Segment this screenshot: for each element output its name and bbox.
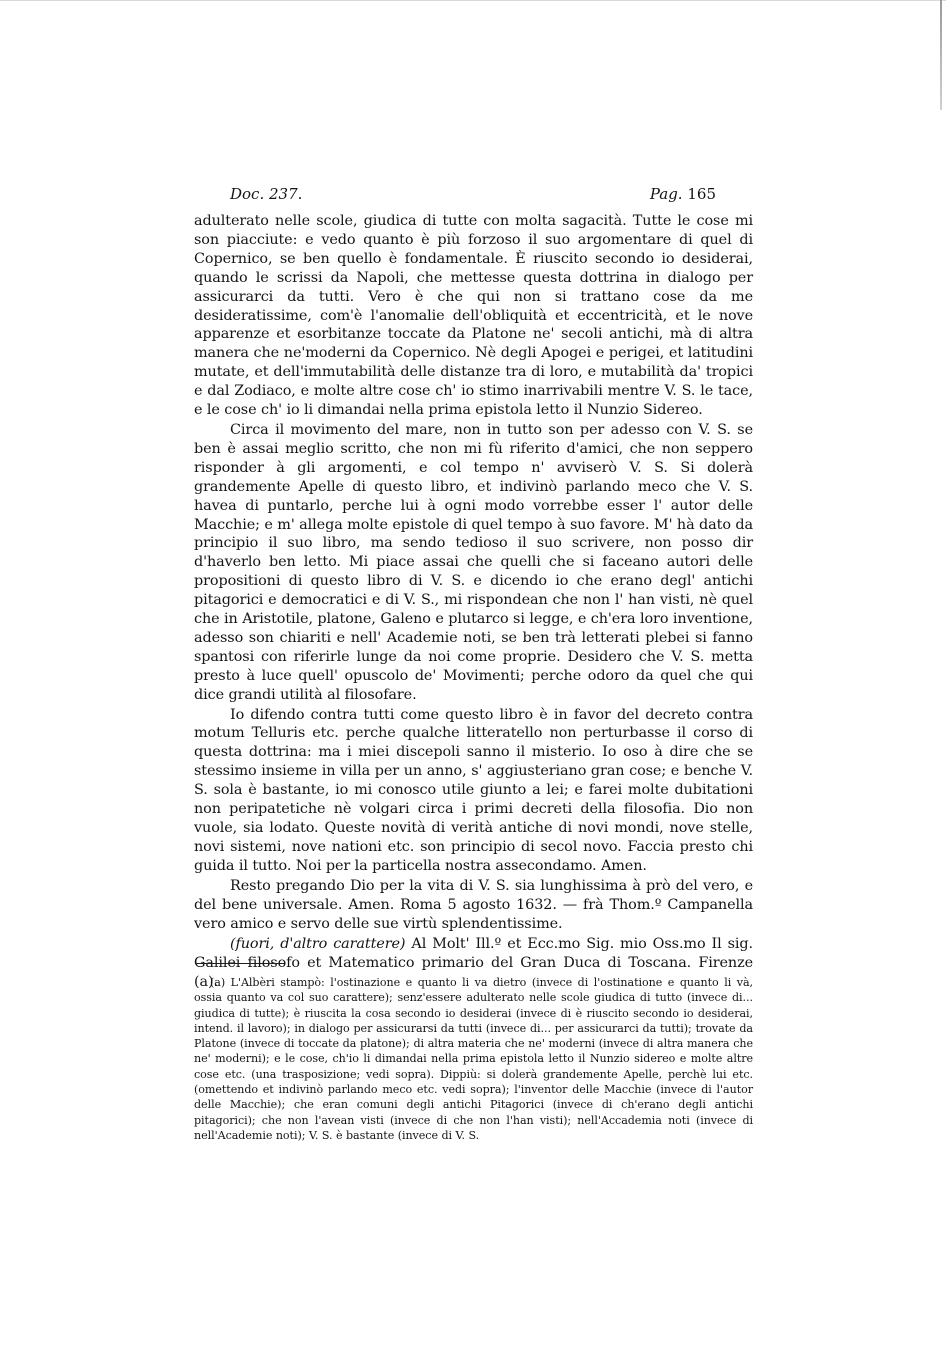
scan-edge-right: [940, 0, 942, 110]
page-number: 165: [687, 185, 716, 203]
paragraph-3: Io difendo contra tutti come questo libro è in favor del decreto contra motum Telluris etc. perche qualche litteratello non perturbasse il corso di questa dottrina: ma i miei discepoli sanno il misterio. Io oso à dire che se stessimo insieme in villa per un anno, s' aggiusteriano gran cose; e benche V. S. sola è bastante, io mi conosco utile giunto a lei; e farei molte dubitationi non peripatetiche nè volgari circa i primi decreti della filosofia. Dio non vuole, sia lodato. Queste novità di verità antiche di novi mondi, nove stelle, novi sistemi, nove nationi etc. son principio di secol novo. Faccia presto chi guida il tutto. Noi per la particella nostra assecondamo. Amen.: [194, 706, 753, 874]
page-label: [650, 185, 716, 203]
address-note: (fuori, d'altro carattere): [230, 936, 406, 953]
paragraph-4-closing: Resto pregando Dio per la vita di V. S. sia lunghissima à prò del vero, e del bene universale. Amen. Roma 5 agosto 1632. — frà Thom.º Campanella vero amico e servo delle sue virtù splendentissime.: [194, 877, 753, 932]
document-number: Doc. 237.: [230, 185, 303, 203]
paragraph-1: adulterato nelle scole, giudica di tutte con molta sagacità. Tutte le cose mi son piacciute: e vedo quanto è più forzoso il suo argomentare di quel di Copernico, se ben quello è fondamentale. È riuscito secondo io desiderai, quando le scrissi da Napoli, che mettesse questa dottrina in dialogo per assicurarci da tutti. Vero è che qui non si trattano cose da me desideratissime, com'è l'anomalie dell'obliquità et eccentricità, et le nove apparenze et esorbitanze toccate da Platone ne' secoli antichi, mà di altra manera che ne'moderni da Copernico. Nè degli Apogei e perigei, et latitudini mutate, et dell'immutabilità delle distanze tra di loro, e mutabilità da' tropici e dal Zodiaco, e molte altre cose ch' io stimo inarrivabili mentre V. S. le tace, e le cose ch' io li dimandai nella prima epistola letto il Nunzio Sidereo.: [194, 213, 753, 419]
paragraph-2: Circa il movimento del mare, non in tutto son per adesso con V. S. se ben è assai meglio scritto, che non mi fù riferito d'amici, che non seppero risponder à gli argomenti, e col tempo n' avviserò V. S. Si dolerà grandemente Apelle di questo libro, et indivinò parlando meco che V. S. havea di puntarlo, perche lui à ogni modo vorrebbe esser l' autor delle Macchie; e m' allega molte epistole di quel tempo à suo favore. M' hà dato da principio il suo libro, ma sendo tedioso il suo scrivere, non posso dir d'haverlo ben letto. Mi piace assai che quelli che si faceano autori delle propositioni di questo libro di V. S. e dicendo io che erano degl' antichi pitagorici e democratici e di V. S., mi rispondean che non l' han visti, nè quel che in Aristotile, platone, Galeno e plutarco si legge, e ch'era loro inventione, adesso son chiariti e nell' Academie noti, se ben trà letterati plebei si fanno spantosi con riferirle lunge da noi come proprie. Desidero che V. S. metta presto à luce quell' opuscolo de' Movimenti; perche odoro da quel che qui dice grandi utilità al filosofare.: [194, 421, 753, 703]
address-text: Al Molt' Ill.º et Ecc.mo Sig. mio Oss.mo Il sig. Galilei filosofo et Matematico primario del Gran Duca di Toscana. Firenze (a).: [194, 936, 753, 991]
footnote-rule: [196, 963, 284, 964]
page-word: Pag.: [649, 185, 683, 203]
scan-edge-top: [0, 0, 946, 5]
letter-body: [194, 212, 753, 993]
footnotes: [194, 975, 753, 1143]
page-header: [230, 185, 716, 207]
footnote-a: (a) L'Albèri stampò: l'ostinazione e quanto li va dietro (invece di l'ostinatione e quanto li và, ossia quanto va col suo carattere); senz'essere adulterato nelle scole giudica di tutto (invece di... giudica di tutte); è riuscita la cosa secondo io desiderai (invece di è riuscito secondo io desiderai, intend. il lavoro); in dialogo per assicurarsi da tutti (invece di... per assicurarci da tutti); trovate da Platone (invece di toccate da platone); di altra materia che ne' moderni (invece di altra manera che ne' moderni); e le cose, ch'io li dimandai nella prima epistola letto il Nunzio sidereo e molte altre cose etc. (una trasposizione; vedi sopra). Dippiù: si dolerà grandemente Apelle, perchè lui etc. (omettendo et indivinò parlando meco etc. vedi sopra); l'inventor delle Macchie (invece di l'autor delle Macchie); che eran comuni degli antichi Pitagorici (invece di ch'erano degli antichi pitagorici); che non l'avean visti (invece di che non l'han visti); nell'Accademia noti (invece di nell'Academie noti); V. S. è bastante (invece di V. S.: [194, 976, 753, 1142]
